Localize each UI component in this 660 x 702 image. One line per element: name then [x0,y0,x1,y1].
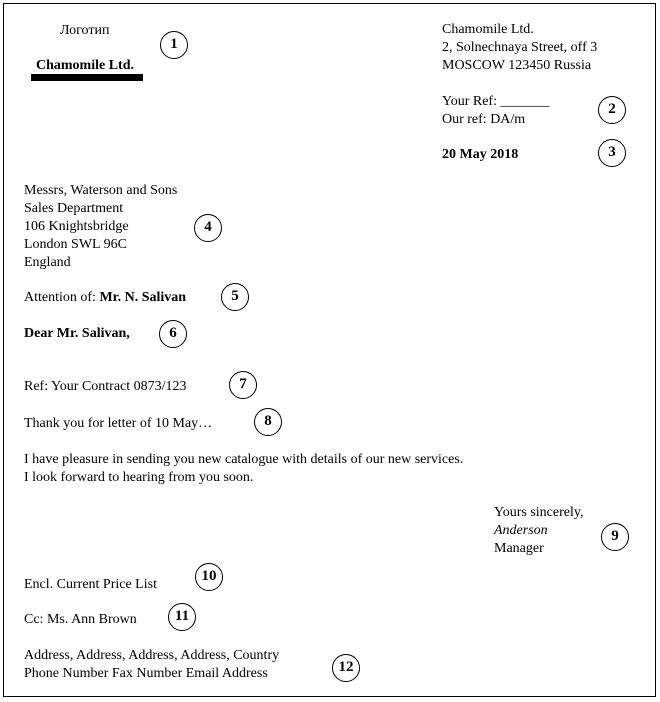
logo-company-name: Chamomile Ltd. [36,58,134,73]
marker-9: 9 [601,523,629,551]
complimentary-close: Yours sincerely, [494,505,584,520]
logo-label: Логотип [60,23,110,38]
recipient-line-3: 106 Knightsbridge [24,219,129,234]
marker-10: 10 [195,563,223,591]
letter-date: 20 May 2018 [442,147,519,162]
sender-line-2: 2, Solnechnaya Street, off 3 [442,40,598,55]
copy-line: Cc: Ms. Ann Brown [24,612,137,627]
logo-underline [31,74,143,81]
recipient-line-4: London SWL 96C [24,237,127,252]
body-line-2: I look forward to hearing from you soon. [24,470,254,485]
marker-4: 4 [194,214,222,242]
subject-line: Ref: Your Contract 0873/123 [24,379,187,394]
attention-name: Mr. N. Salivan [99,290,187,305]
marker-11: 11 [168,603,196,631]
footer-contacts: Phone Number Fax Number Email Address [24,666,268,681]
marker-3: 3 [598,139,626,167]
marker-8: 8 [254,408,282,436]
sender-line-1: Chamomile Ltd. [442,22,534,37]
body-line-1: I have pleasure in sending you new catalogue with details of our new services. [24,452,464,467]
footer-address: Address, Address, Address, Address, Country [24,648,280,663]
marker-12: 12 [332,654,360,682]
opening-sentence: Thank you for letter of 10 May… [24,416,213,431]
signatory-position: Manager [494,541,544,556]
attention-prefix: Attention of: [24,290,100,305]
marker-5: 5 [221,283,249,311]
marker-2: 2 [598,96,626,124]
signature: Anderson [494,523,548,538]
attention-line [24,289,186,307]
sender-line-3: MOSCOW 123450 Russia [442,58,592,73]
recipient-line-2: Sales Department [24,201,124,216]
our-ref: Our ref: DA/m [442,112,526,127]
enclosure-line: Encl. Current Price List [24,577,157,592]
marker-7: 7 [229,371,257,399]
marker-1: 1 [160,31,188,59]
recipient-line-5: England [24,255,71,270]
marker-6: 6 [159,320,187,348]
salutation: Dear Mr. Salivan, [24,326,130,341]
your-ref: Your Ref: _______ [442,94,550,109]
recipient-line-1: Messrs, Waterson and Sons [24,183,178,198]
